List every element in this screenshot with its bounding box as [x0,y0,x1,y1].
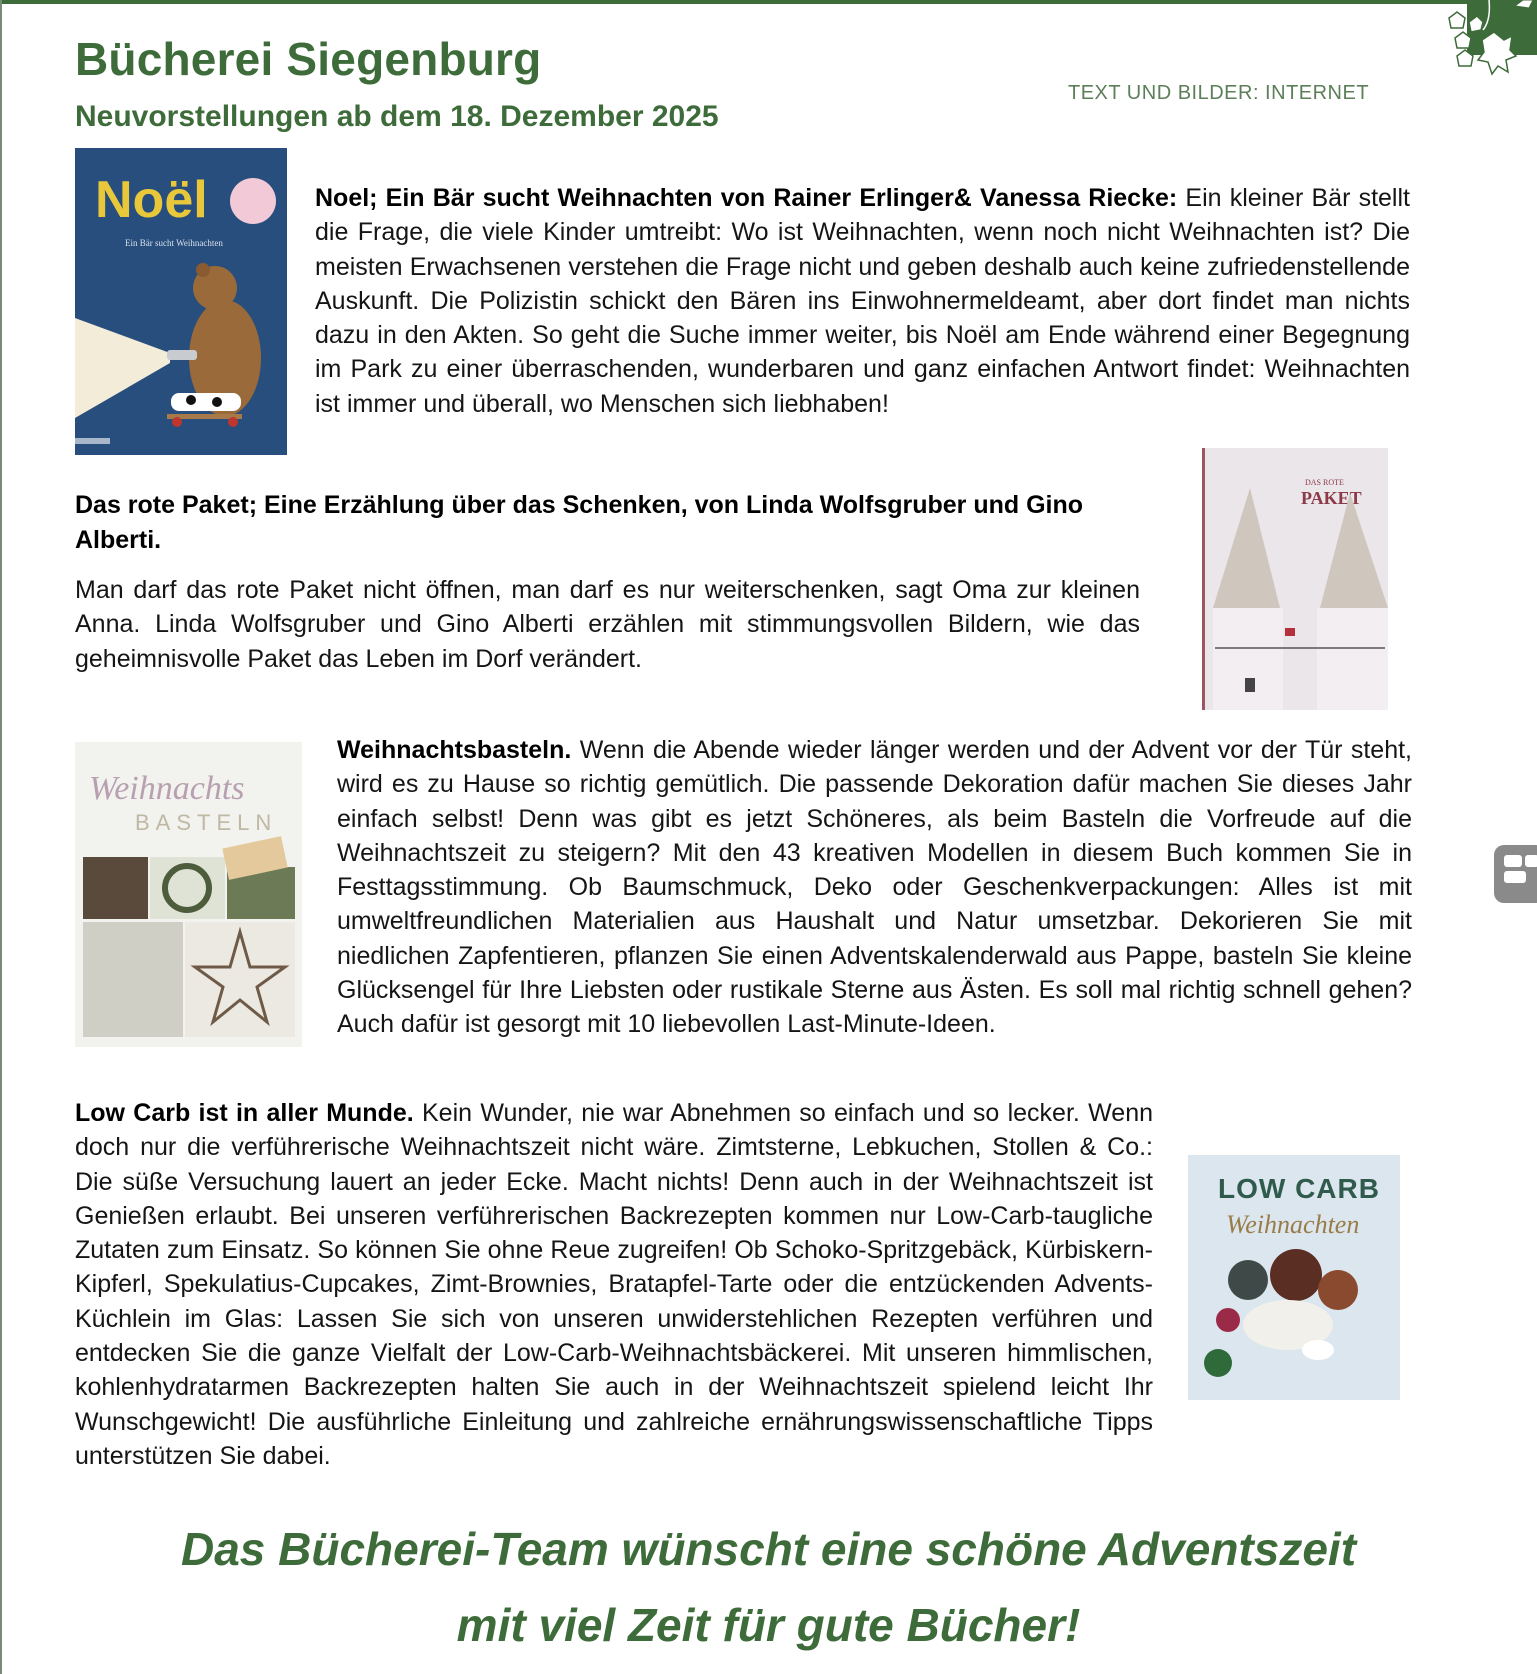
cover-title: LOW CARB [1218,1173,1380,1204]
book-cover-low-carb [1188,1155,1400,1400]
book-description-rote-paket: Man darf das rote Paket nicht öffnen, man darf es nur weiterschenken, sagt Oma zur kleinen Anna. Linda Wolfsgruber und Gino Alberti erzählen mit stimmungsvollen Bildern, wie das geheimnisvolle Paket das Leben im Dorf verändert. [75,576,1140,673]
cover-subtitle: DAS ROTE [1305,478,1344,487]
chat-button[interactable] [1494,845,1537,903]
credit-note: TEXT UND BILDER: INTERNET [1068,82,1370,104]
cover-subtitle: Weihnachten [1226,1210,1360,1239]
baked-goods-photo-icon [1188,1155,1400,1400]
cover-title: Weihnachts [89,770,245,807]
book-description-noel [315,181,1410,421]
book-cover-rote-paket [1202,448,1388,710]
book-title-rote-paket: Das rote Paket; Eine Erzählung über das Schenken, von Linda Wolfsgruber und Gino Alberti. [75,491,1084,554]
closing-line-1: Das Bücherei-Team wünscht eine schöne Adventszeit [180,1523,1357,1575]
book-description-low-carb [75,1096,1153,1473]
hops-decoration-icon [1427,0,1537,85]
book-body-weihnachtsbasteln: Wenn die Abende wieder länger werden und der Advent vor der Tür steht, wird es zu Hause so richtig gemütlich. Die passende Dekoration dafür machen Sie dieses Jahr einfach selbst! Denn was gibt es jetzt Schöneres, als beim Basteln die Vorfreude auf die Weihnachtszeit zu steigern? Mit den 43 kreativen Modellen in diesem Buch kommen Sie in Festtagsstimmung. Ob Baumschmuck, Deko oder Geschenkverpackungen: Alles ist mit umweltfreundlichen Materialien aus Haushalt und Natur umsetzbar. Dekorieren Sie mit niedlichen Zapfentieren, pflanzen Sie einen Adventskalenderwald aus Pappe, basteln Sie kleine Glücksengel für Ihre Liebsten oder rustikale Sterne aus Ästen. Es soll mal richtig schnell gehen? Auch dafür ist gesorgt mit 10 liebevollen Last-Minute-Ideen. [337,736,1412,1039]
book-body-noel: Ein kleiner Bär stellt die Frage, die viele Kinder umtreibt: Wo ist Weihnachten, wenn noch nicht Weihnachten ist? Die meisten Erwachsenen verstehen die Frage nicht und geben deshalb auch keine zufriedenstellende Auskunft. Die Polizistin schickt den Bären ins Einwohnermeldeamt, aber dort findet man nichts dazu in den Akten. So geht die Suche immer weiter, bis Noël am Ende während einer Begegnung im Park zu einer überraschenden, wunderbaren und ganz einfachen Antwort findet: Weihnachten ist immer und überall, wo Menschen sich liebhaben! [315,184,1410,418]
closing-line-2: mit viel Zeit für gute Bücher! [456,1599,1081,1651]
book-description-weihnachtsbasteln [337,733,1412,1042]
book-title-low-carb: Low Carb ist in aller Munde. [75,1099,414,1127]
book-cover-weihnachtsbasteln [75,742,302,1047]
top-border [0,0,1537,4]
cover-subtitle: Ein Bär sucht Weihnachten [125,238,223,248]
book-cover-noel [75,148,287,455]
page-title: Bücherei Siegenburg [75,33,542,85]
bear-illustration-icon [75,148,287,455]
book-body-low-carb: Kein Wunder, nie war Abnehmen so einfach und so lecker. Wenn doch nur die verführerische Weihnachtszeit nicht wäre. Zimtsterne, Lebkuchen, Stollen & Co.: Die süße Versuchung lauert an jeder Ecke. Macht nichts! Denn auch in der Weihnachtszeit ist Genießen erlaubt. Bei unseren verführerischen Backrezepten kommen nur Low-Carb-taugliche Zutaten zum Einsatz. So können Sie ohne Reue zugreifen! Ob Schoko-Spritzgebäck, Kürbiskern-Kipferl, Spekulatius-Cupcakes, Zimt-Brownies, Bratapfel-Tarte oder die entzückenden Advents-Küchlein im Glas: Lassen Sie sich von unseren unwiderstehlichen Rezepten verführen und entdecken Sie die ganze Vielfalt der Low-Carb-Weihnachtsbäckerei. Mit unseren himmlischen, kohlenhydratarmen Backrezepten halten Sie auch in der Weihnachtszeit spielend leicht Ihr Wunschgewicht! Die ausführliche Einleitung und zahlreiche ernährungswissenschaftliche Tipps unterstützen Sie dabei. [75,1099,1153,1470]
book-title-weihnachtsbasteln: Weihnachtsbasteln. [337,736,572,764]
houses-illustration-icon [1205,448,1388,710]
cover-subtitle: BASTELN [135,810,278,835]
cover-title: Noël [95,171,208,229]
page-subtitle: Neuvorstellungen ab dem 18. Dezember 2025 [75,100,719,133]
book-title-noel: Noel; Ein Bär sucht Weihnachten von Rainer Erlinger& Vanessa Riecke: [315,184,1178,212]
craft-photos-icon [75,742,302,1047]
cover-title: PAKET [1301,488,1362,508]
left-border [0,0,2,1674]
